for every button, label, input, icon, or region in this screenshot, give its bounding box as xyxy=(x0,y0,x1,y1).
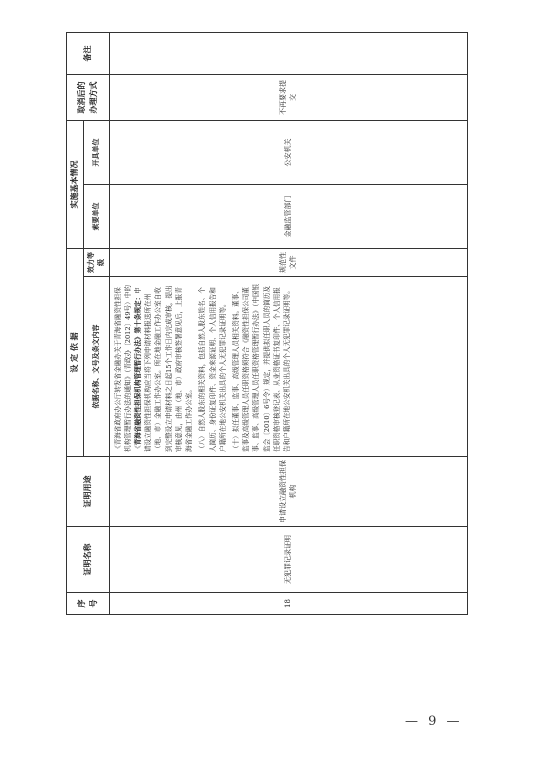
header-issue-unit: 开具单位 xyxy=(83,120,109,184)
header-basis-group: 设 定 依 据 xyxy=(67,248,84,456)
cell-issue-unit: 公安机关 xyxy=(109,120,467,184)
cell-basis xyxy=(109,277,467,457)
basis-paragraph-3: （十）拟任董事、监事、高级管理人员相关资料。董事、监事及高级管理人员任职资格须符合《融资性担保公司董事、监事、高级管理人员任职资格管理暂行办法》（中国银监会〔2010〕6号令）规定，并提供拟任职人员的简历及任职资格审核登记表、从业资格证书复印件、个人信用报告和户籍所在地公安机关出具的个人无犯罪记录证明等。 xyxy=(232,283,292,452)
basis-paragraph-2: （八）自然人股东的相关资料，包括自然人股东姓名、个人简历、身份证复印件、资金来源证明、个人信用报告和户籍所在地公安机关出具的个人无犯罪记录证明等。 xyxy=(198,287,227,452)
basis-paragraph-1 xyxy=(113,281,195,452)
certificate-table xyxy=(66,32,468,615)
header-after-cancel: 取消后的办理方式 xyxy=(67,74,110,120)
header-level: 效力等级 xyxy=(83,248,109,276)
basis-text-1a: 《青海省政府办公厅转发省金融办关于青海省融资性担保机构管理暂行办法的通知》（青政办〔2012〕49号）中的《 xyxy=(113,285,143,452)
cell-level: 规范性文件 xyxy=(109,248,467,276)
header-basis-name: 依据名称、文号及条文内容 xyxy=(83,277,109,457)
table-row xyxy=(109,32,467,614)
header-impl-group: 实施基本情况 xyxy=(67,120,84,248)
basis-text-1c: 申请设立融资性担保机构应当将下列申请材料报送所在州（地、市）金融工作办公室。所在地金融工作办公室自收到完整设立申请材料之日起15个工作日内完成审核，提出审核意见，由州（地、市）政府审核签署意见后，上报青海省金融工作办公室。 xyxy=(134,285,194,452)
header-remark: 备注 xyxy=(67,32,110,74)
header-cert-name: 证明名称 xyxy=(67,527,110,593)
cell-cert-name: 无犯罪记录证明 xyxy=(109,527,467,593)
header-cert-use: 证明用途 xyxy=(67,457,110,527)
page-number: — 9 — xyxy=(405,714,463,729)
cell-after-cancel: 不再要求提交 xyxy=(109,74,467,120)
header-impl-unit: 索要单位 xyxy=(83,184,109,248)
cell-impl-unit: 金融监管部门 xyxy=(109,184,467,248)
rotated-table-page xyxy=(66,33,468,615)
cell-seq: 18 xyxy=(109,593,467,615)
header-seq: 序号 xyxy=(67,593,110,615)
cell-remark xyxy=(109,32,467,74)
basis-text-1b: 青海省融资性担保机构管理暂行办法》第十条规定： xyxy=(134,293,143,446)
cell-cert-use: 申请设立融资性担保机构 xyxy=(109,457,467,527)
